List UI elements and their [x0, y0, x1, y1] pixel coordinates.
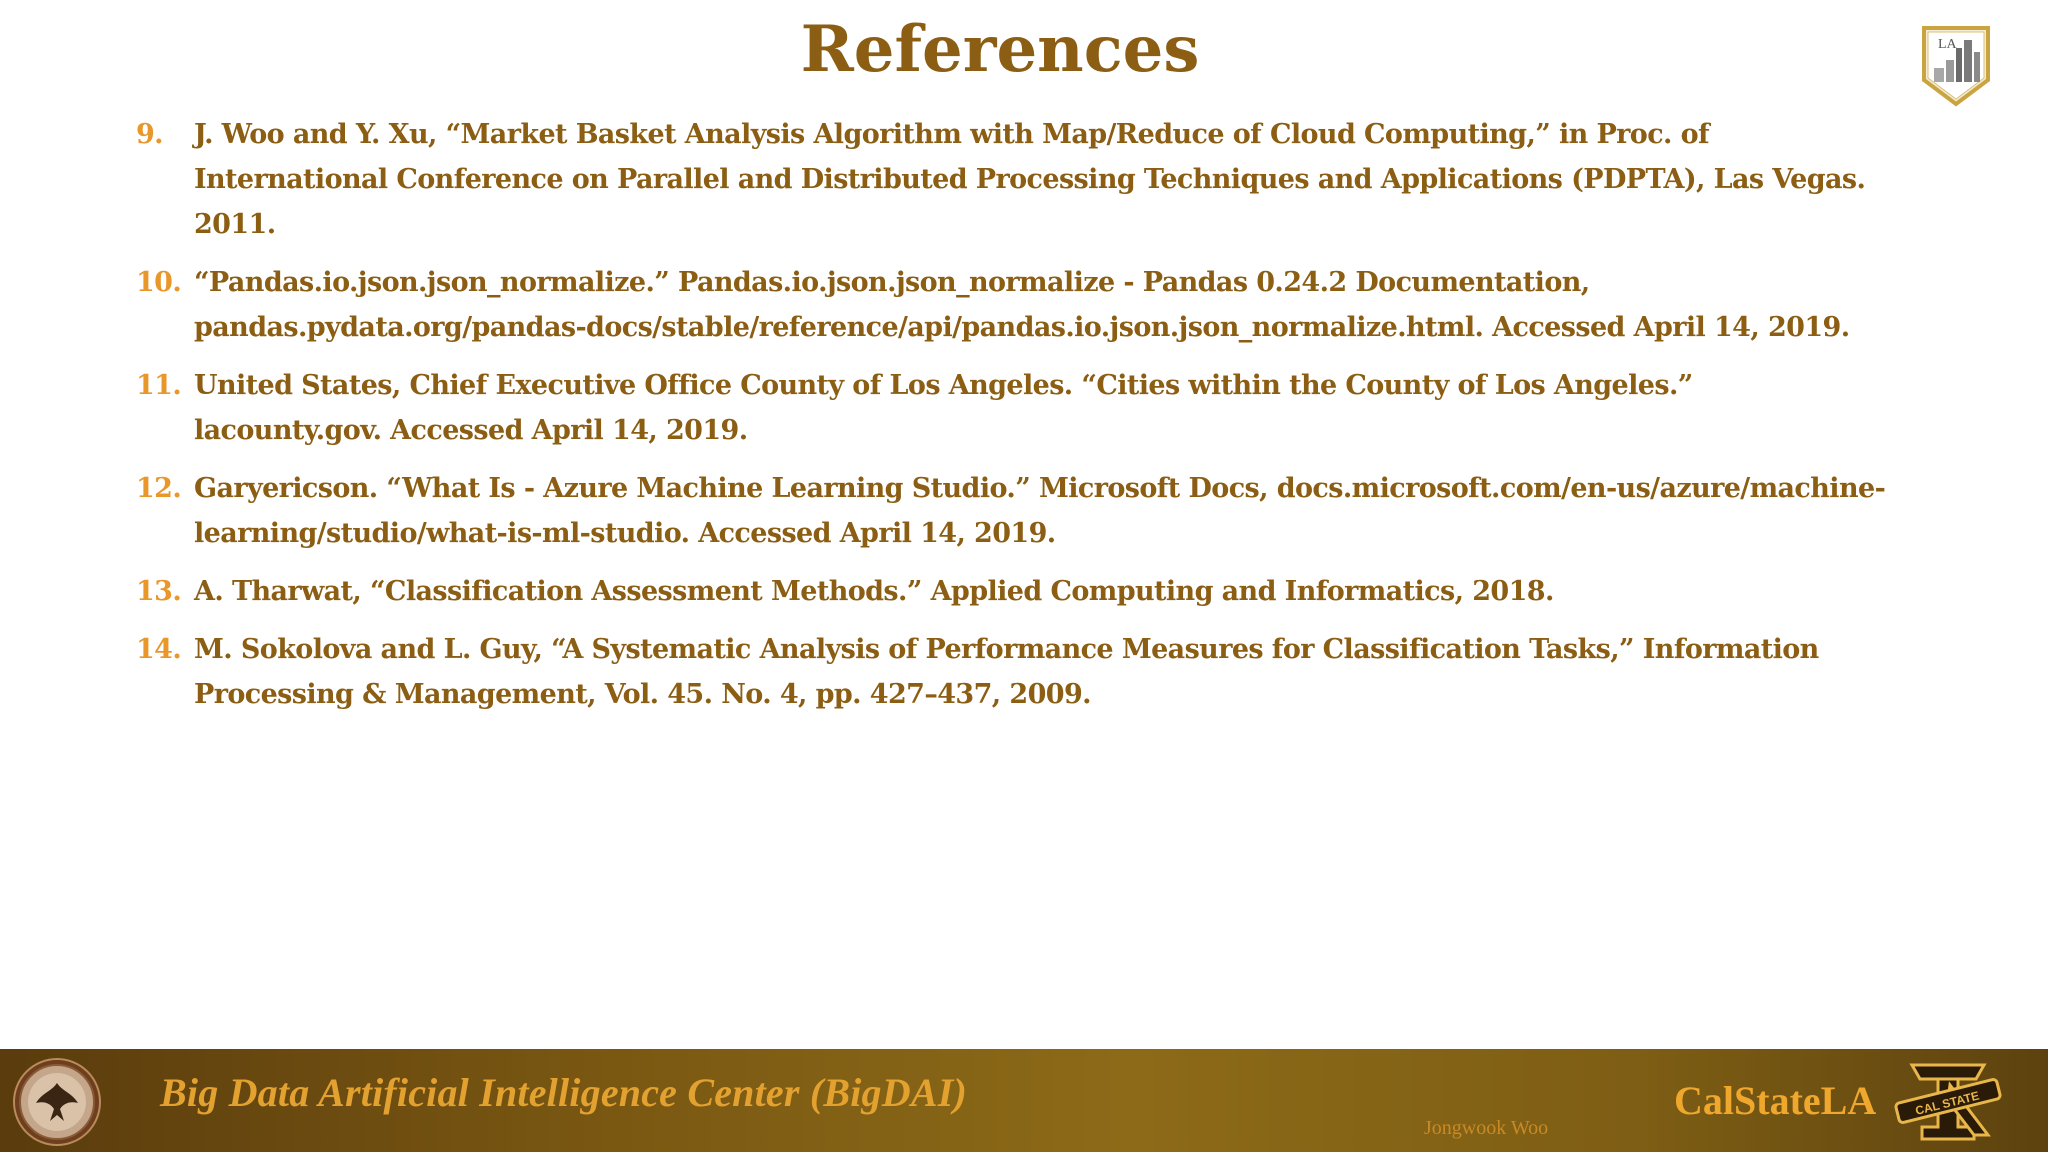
reference-text: J. Woo and Y. Xu, “Market Basket Analysis Algorithm with Map/Reduce of Cloud Computing,” in Proc. of International Conference on Parallel and Distributed Processing Techniques and Applications (PDPTA), Las Vegas. 2011. — [194, 119, 1866, 240]
center-name: Big Data Artificial Intelligence Center (BigDAI) — [160, 1070, 968, 1115]
svg-text:LA: LA — [1938, 37, 1957, 52]
reference-text: A. Tharwat, “Classification Assessment Methods.” Applied Computing and Informatics, 2018. — [194, 576, 1554, 607]
reference-number: 10. — [136, 267, 182, 298]
reference-number: 13. — [136, 576, 182, 607]
cal-state-la-logo-icon — [1890, 1057, 2006, 1145]
reference-number: 14. — [136, 634, 182, 665]
phoenix-seal-icon — [12, 1057, 102, 1147]
reference-text: Garyericson. “What Is - Azure Machine Learning Studio.” Microsoft Docs, docs.microsoft.com/en-us/azure/machine-learning/studio/what-is-ml-studio. Accessed April 14, 2019. — [194, 473, 1886, 549]
reference-item — [136, 569, 1886, 614]
footer-bar — [0, 1049, 2048, 1152]
reference-number: 9. — [136, 119, 163, 150]
reference-item — [136, 260, 1886, 350]
reference-text: United States, Chief Executive Office County of Los Angeles. “Cities within the County of Los Angeles.” lacounty.gov. Accessed April 14, 2019. — [194, 370, 1693, 446]
reference-item — [136, 627, 1886, 717]
author-name: Jongwook Woo — [1424, 1117, 1549, 1139]
brand-name: CalStateLA — [1674, 1078, 1877, 1123]
reference-text: “Pandas.io.json.json_normalize.” Pandas.io.json.json_normalize - Pandas 0.24.2 Documentation, pandas.pydata.org/pandas-docs/stable/reference/api/pandas.io.json.json_normalize.html. Accessed April 14, 2019. — [194, 267, 1850, 343]
reference-number: 11. — [136, 370, 182, 401]
la-city-logo-icon — [1918, 18, 1994, 110]
reference-item — [136, 363, 1886, 453]
reference-item — [136, 112, 1886, 247]
reference-text: M. Sokolova and L. Guy, “A Systematic Analysis of Performance Measures for Classification Tasks,” Information Processing & Management, Vol. 45. No. 4, pp. 427–437, 2009. — [194, 634, 1819, 710]
reference-number: 12. — [136, 473, 182, 504]
reference-item — [136, 466, 1886, 556]
slide-title: References — [800, 12, 1200, 87]
reference-list — [136, 112, 1886, 730]
csla-logo-text: CAL STATE — [1913, 1088, 1981, 1118]
